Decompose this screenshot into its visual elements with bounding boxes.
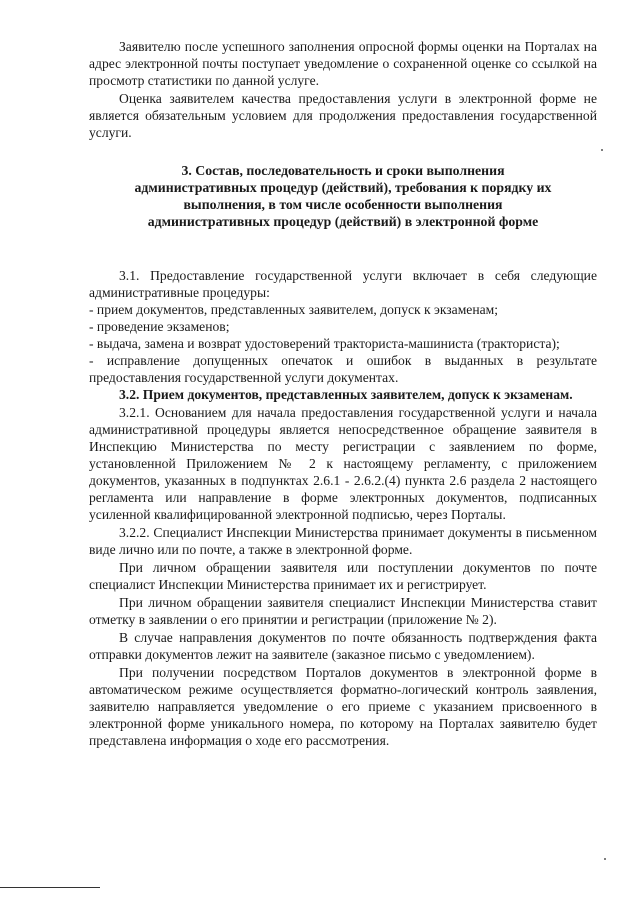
paragraph-3-2-heading: 3.2. Прием документов, представленных заявителем, допуск к экзаменам. [119,387,573,402]
list-item: - проведение экзаменов; [89,319,230,334]
scan-speck [604,858,606,860]
section-body [89,267,597,749]
paragraph-mail-proof: В случае направления документов по почте обязанность подтверждения факта отправки документов лежит на заявителе (заказное письмо с уведомлением). [89,630,597,662]
intro-paragraph-2: Оценка заявителем качества предоставления услуги в электронной форме не является обязательным условием для продолжения предоставления государственной услуги. [89,91,597,140]
list-item: - прием документов, представленных заявителем, допуск к экзаменам; [89,302,499,317]
list-item: - выдача, замена и возврат удостоверений тракториста-машиниста (тракториста); [89,336,560,351]
footnote-rule [0,887,100,888]
paragraph-personal-or-mail: При личном обращении заявителя или поступлении документов по почте специалист Инспекции Министерства принимает их и регистрирует. [89,560,597,592]
paragraph-3-1: 3.1. Предоставление государственной услуги включает в себя следующие административные процедуры: [89,268,597,300]
intro-paragraph-1: Заявителю после успешного заполнения опросной формы оценки на Порталах на адрес электронной почты поступает уведомление о сохраненной оценке со ссылкой на просмотр статистики по данной услуге. [89,39,597,88]
section-heading: 3. Состав, последовательность и сроки выполнения административных процедур (действий), требования к порядку их выполнения, в том числе особенности выполнения административных процедур (действий) в электронной форме [134,163,552,229]
paragraph-3-2-2: 3.2.2. Специалист Инспекции Министерства принимает документы в письменном виде лично или по почте, а также в электронной форме. [89,525,597,557]
paragraph-personal-mark: При личном обращении заявителя специалист Инспекции Министерства ставит отметку в заявлении о его принятии и регистрации (приложение № 2). [89,595,597,627]
paragraph-portal-receipt: При получении посредством Порталов документов в электронной форме в автоматическом режиме осуществляется форматно-логический контроль заявления, заявителю направляется уведомление о его приеме с указанием присвоенного в электронной форме уникального номера, по которому на Порталах заявителю будет представлена информация о ходе его рассмотрения. [89,665,597,748]
paragraph-3-2-1: 3.2.1. Основанием для начала предоставления государственной услуги и начала административной процедуры является непосредственное обращение заявителя в Инспекцию Министерства по месту регистрации с заявлением по форме, установленной Приложением № 2 к настоящему регламенту, с приложением документов, указанных в подпунктах 2.6.1 - 2.6.2.(4) пункта 2.6 раздела 2 настоящего регламента или направление в форме электронных документов, подписанных усиленной квалифицированной электронной подписью, через Порталы. [89,405,597,522]
scan-speck [601,149,603,151]
list-item: - исправление допущенных опечаток и ошибок в выданных в результате предоставления государственной услуги документах. [89,353,597,385]
document-page [89,38,597,749]
